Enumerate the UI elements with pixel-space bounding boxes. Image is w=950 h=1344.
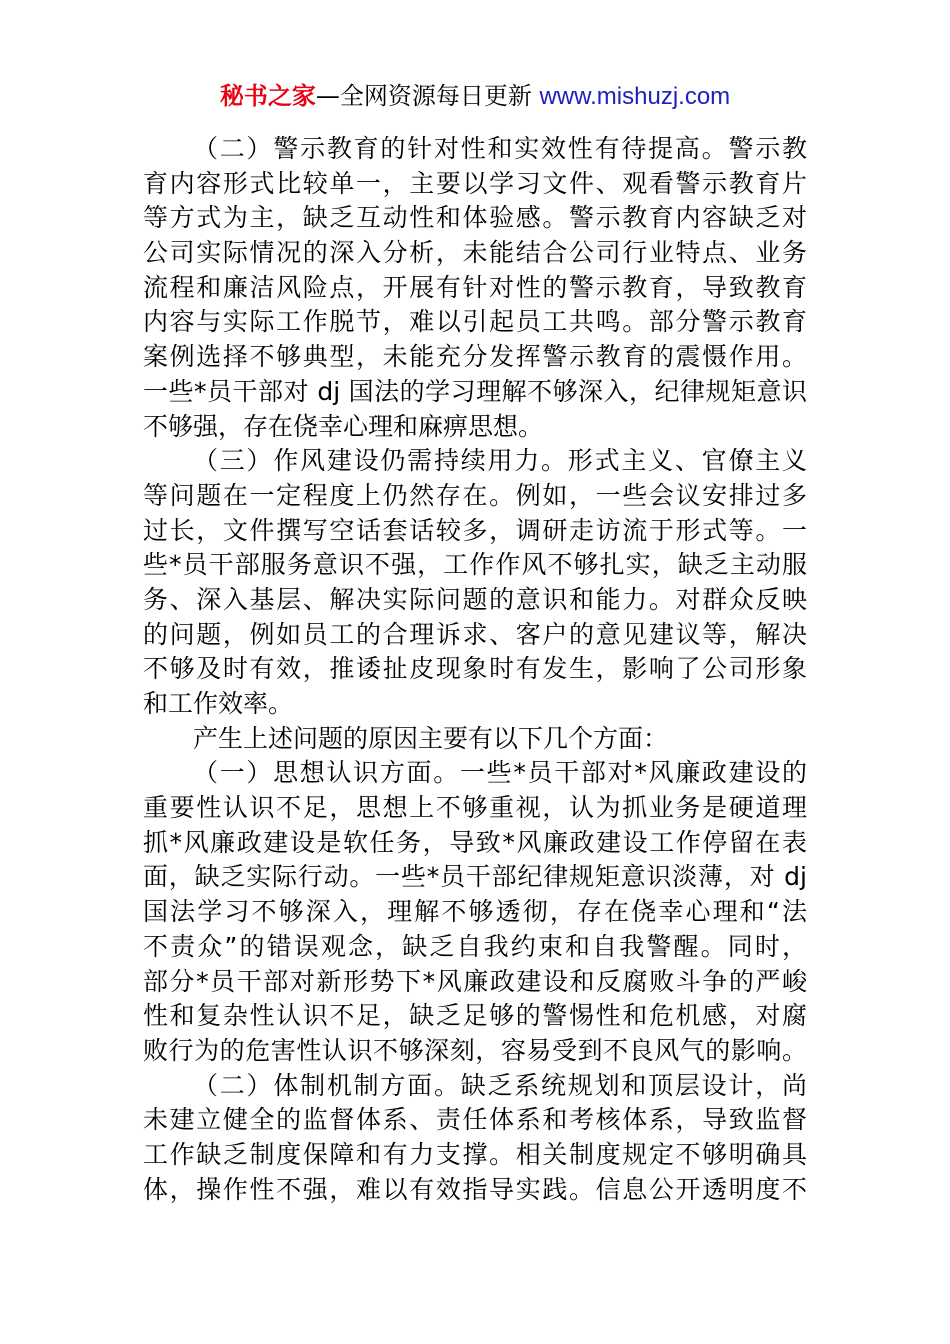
text-line: 不够强，存在侥幸心理和麻痹思想。 (143, 411, 544, 441)
text-line: 等方式为主，缺乏互动性和体验感。警示教育内容缺乏对 (143, 203, 807, 233)
site-url: www.mishuzj.com (539, 83, 731, 110)
text-line: 重要性认识不足，思想上不够重视，认为抓业务是硬道理 (143, 793, 807, 823)
text-line: 面，缺乏实际行动。一些*员干部纪律规矩意识淡薄，对 dj (143, 862, 807, 892)
page-header (0, 80, 950, 113)
text-line: （三）作风建设仍需持续用力。形式主义、官僚主义 (193, 446, 807, 476)
text-line: 不够及时有效，推诿扯皮现象时有发生，影响了公司形象 (143, 654, 807, 684)
text-line: （一）思想认识方面。一些*员干部对*风廉政建设的 (193, 758, 807, 788)
header-tagline: —全网资源每日更新 (315, 82, 532, 110)
text-line: 流程和廉洁风险点，开展有针对性的警示教育，导致教育 (143, 272, 807, 302)
text-line: 工作缺乏制度保障和有力支撑。相关制度规定不够明确具 (143, 1139, 807, 1169)
text-line: 案例选择不够典型，未能充分发挥警示教育的震慑作用。 (143, 342, 807, 372)
text-line: 育内容形式比较单一，主要以学习文件、观看警示教育片 (143, 168, 807, 198)
text-line: （二）警示教育的针对性和实效性有待提高。警示教 (193, 134, 807, 163)
text-line: 些*员干部服务意识不强，工作作风不够扎实，缺乏主动服 (143, 550, 807, 580)
text-line: 公司实际情况的深入分析，未能结合公司行业特点、业务 (143, 238, 807, 268)
text-line: 等问题在一定程度上仍然存在。例如，一些会议安排过多 (143, 480, 807, 510)
text-line: （二）体制机制方面。缺乏系统规划和顶层设计，尚 (193, 1070, 807, 1100)
text-line: 国法学习不够深入，理解不够透彻，存在侥幸心理和“法 (143, 897, 807, 927)
text-line: 不责众”的错误观念，缺乏自我约束和自我警醒。同时， (143, 931, 807, 961)
text-line: 败行为的危害性认识不够深刻，容易受到不良风气的影响。 (143, 1035, 807, 1065)
text-line: 抓*风廉政建设是软任务，导致*风廉政建设工作停留在表 (143, 827, 807, 857)
text-line: 的问题，例如员工的合理诉求、客户的意见建议等，解决 (143, 619, 807, 649)
text-line: 内容与实际工作脱节，难以引起员工共鸣。部分警示教育 (143, 307, 807, 337)
text-line: 务、深入基层、解决实际问题的意识和能力。对群众反映 (143, 584, 807, 614)
text-line: 体，操作性不强，难以有效指导实践。信息公开透明度不 (143, 1174, 807, 1204)
text-line: 未建立健全的监督体系、责任体系和考核体系，导致监督 (143, 1105, 807, 1135)
text-line: 产生上述问题的原因主要有以下几个方面： (193, 723, 669, 753)
document-body (143, 132, 807, 1207)
brand-name: 秘书之家 (219, 82, 316, 110)
text-line: 过长，文件撰写空话套话较多，调研走访流于形式等。一 (143, 515, 807, 545)
text-line: 和工作效率。 (143, 689, 294, 718)
text-line: 一些*员干部对 dj 国法的学习理解不够深入，纪律规矩意识 (143, 376, 807, 406)
text-line: 部分*员干部对新形势下*风廉政建设和反腐败斗争的严峻 (143, 966, 807, 996)
text-line: 性和复杂性认识不足，缺乏足够的警惕性和危机感，对腐 (143, 1001, 807, 1031)
